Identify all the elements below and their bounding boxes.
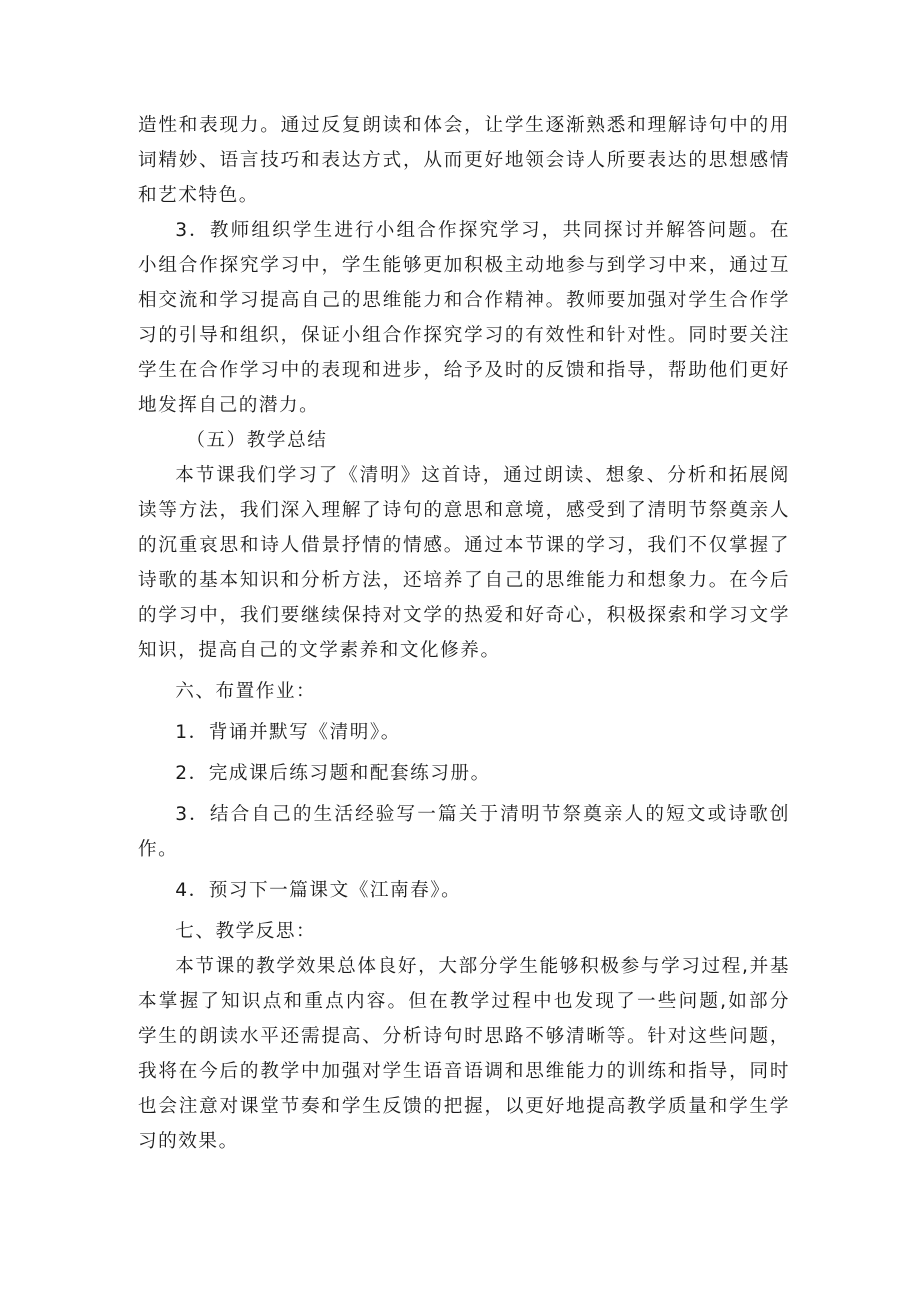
paragraph-item-3-group-study: 3．教师组织学生进行小组合作探究学习，共同探讨并解答问题。在小组合作探究学习中，学生能够更加积极主动地参与到学习中来，通过互相交流和学习提高自己的思维能力和合作精神。教师要加强对学生合作学习的引导和组织，保证小组合作探究学习的有效性和针对性。同时要关注学生在合作学习中的表现和进步，给予及时的反馈和指导，帮助他们更好地发挥自己的潜力。 [138, 220, 790, 416]
homework-item-4: 4．预习下一篇课文《江南春》。 [175, 880, 462, 901]
homework-item-2: 2．完成课后练习题和配套练习册。 [175, 763, 491, 784]
paragraph-summary: 本节课我们学习了《清明》这首诗，通过朗读、想象、分析和拓展阅读等方法，我们深入理解了诗句的意思和意境，感受到了清明节祭奠亲人的沉重哀思和诗人借景抒情的情感。通过本节课的学习，我们不仅掌握了诗歌的基本知识和分析方法，还培养了自己的思维能力和想象力。在今后的学习中，我们要继续保持对文学的热爱和好奇心，积极探索和学习文学知识，提高自己的文学素养和文化修养。 [138, 465, 790, 661]
homework-item-1: 1．背诵并默写《清明》。 [175, 722, 401, 743]
paragraph-reflection: 本节课的教学效果总体良好，大部分学生能够积极参与学习过程,并基本掌握了知识点和重点内容。但在教学过程中也发现了一些问题,如部分学生的朗读水平还需提高、分析诗句时思路不够清晰等。针对这些问题，我将在今后的教学中加强对学生语音语调和思维能力的训练和指导，同时也会注意对课堂节奏和学生反馈的把握，以更好地提高教学质量和学生学习的效果。 [138, 956, 790, 1152]
section-heading-reflection: 七、教学反思： [175, 921, 317, 942]
section-heading-teaching-summary: （五）教学总结 [186, 430, 328, 451]
paragraph-continuation: 造性和表现力。通过反复朗读和体会，让学生逐渐熟悉和理解诗句中的用词精妙、语言技巧和表达方式，从而更好地领会诗人所要表达的思想感情和艺术特色。 [138, 115, 790, 206]
document-body [138, 108, 790, 1159]
homework-item-3: 3．结合自己的生活经验写一篇关于清明节祭奠亲人的短文或诗歌创作。 [138, 804, 790, 860]
section-heading-homework: 六、布置作业： [175, 681, 317, 702]
